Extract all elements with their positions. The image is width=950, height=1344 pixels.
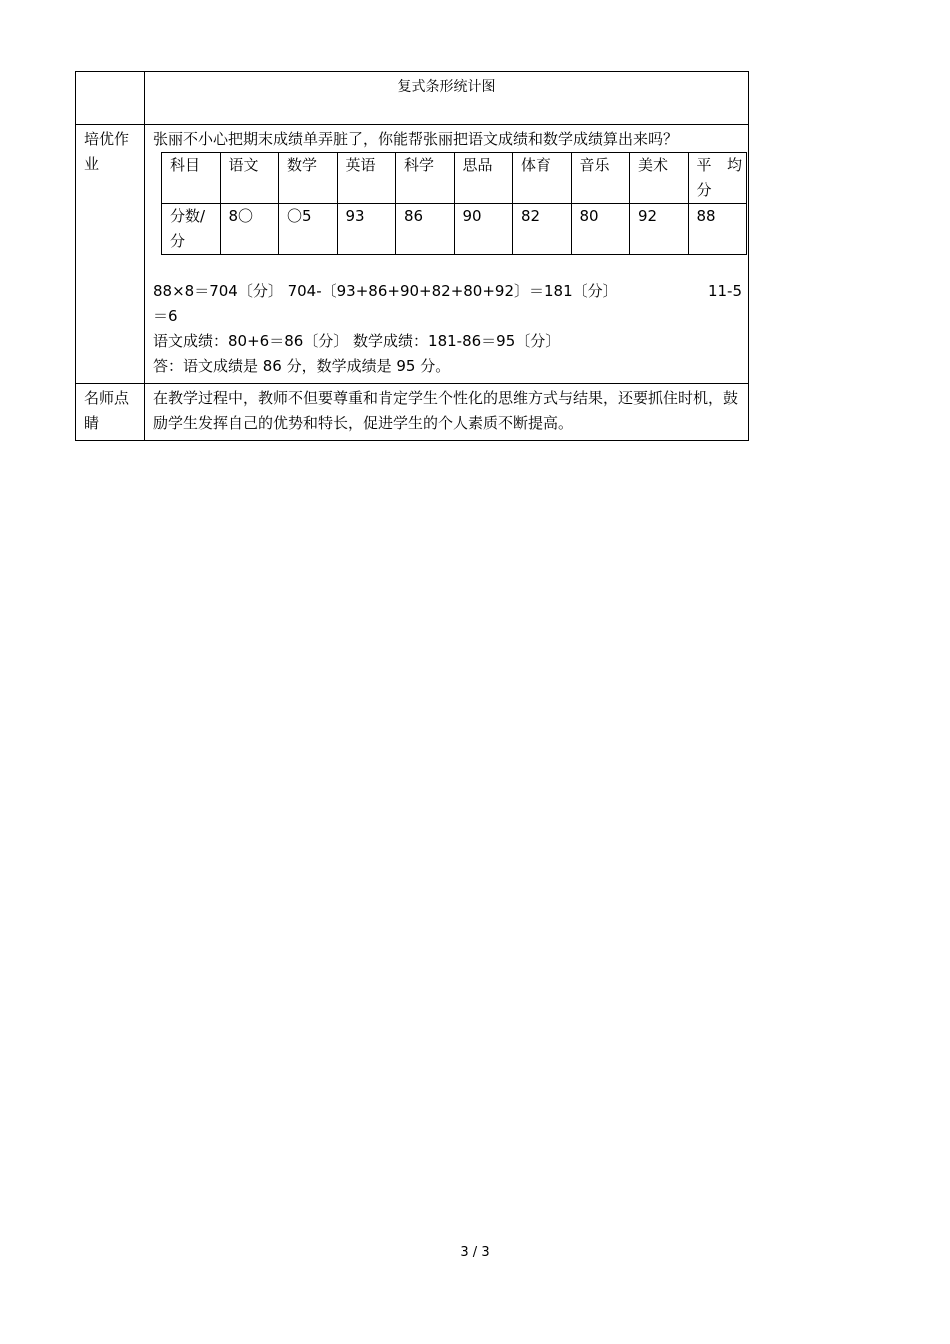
calc-line1	[153, 279, 742, 304]
tips-label-line2: 睛	[84, 414, 100, 432]
header-cell: 英语	[337, 153, 396, 204]
tips-text: 在教学过程中，教师不但要尊重和肯定学生个性化的思维方式与结果，还要抓住时机，鼓励学生发挥自己的优势和特长，促进学生的个人素质不断提高。	[153, 389, 739, 432]
header-average-line1	[697, 153, 743, 178]
score-cell: 82	[513, 204, 572, 255]
homework-row	[76, 125, 749, 384]
homework-label-line2: 业	[84, 155, 100, 173]
score-label-line1: 分数/	[170, 207, 206, 225]
calc-line1-wrap: ＝6	[153, 307, 178, 325]
homework-label	[76, 125, 145, 384]
score-cell: 〇5	[279, 204, 338, 255]
score-cell: 93	[337, 204, 396, 255]
page-number: 3 / 3	[460, 1245, 490, 1260]
score-cell: 88	[688, 204, 747, 255]
tips-row	[76, 384, 749, 441]
score-cell: 90	[454, 204, 513, 255]
header-cell: 科目	[162, 153, 221, 204]
score-cell: 86	[396, 204, 455, 255]
homework-content	[145, 125, 749, 384]
calc-line1-tail: 11-5	[707, 282, 742, 300]
score-label-cell	[162, 204, 221, 255]
header-average-line2: 分	[696, 181, 712, 199]
calc-line2: 语文成绩：80+6＝86〔分〕 数学成绩：181-86＝95〔分〕	[153, 332, 561, 350]
answer-line: 答：语文成绩是 86 分，数学成绩是 95 分。	[153, 357, 451, 375]
header-cell-average	[688, 153, 747, 204]
score-cell: 80	[571, 204, 630, 255]
score-table-score-row	[162, 204, 747, 255]
header-cell: 数学	[279, 153, 338, 204]
header-cell: 体育	[513, 153, 572, 204]
chart-title-cell	[145, 72, 749, 125]
title-row-label	[76, 72, 145, 125]
homework-label-line1: 培优作	[84, 130, 130, 148]
spacer	[153, 255, 742, 279]
score-cell: 8〇	[220, 204, 279, 255]
tips-content	[145, 384, 749, 441]
header-average-char1: 平	[696, 156, 712, 174]
score-table	[161, 152, 747, 255]
section-title: 复式条形统计图	[397, 79, 496, 95]
header-cell: 语文	[220, 153, 279, 204]
header-cell: 思品	[454, 153, 513, 204]
tips-label-line1: 名师点	[84, 389, 130, 407]
score-label-line2: 分	[170, 232, 186, 250]
score-table-header-row	[162, 153, 747, 204]
calc-line1-main: 88×8＝704〔分〕 704-〔93+86+90+82+80+92〕＝181〔分〕	[153, 282, 618, 300]
header-cell: 美术	[630, 153, 689, 204]
homework-question: 张丽不小心把期末成绩单弄脏了，你能帮张丽把语文成绩和数学成绩算出来吗？	[153, 130, 679, 148]
lesson-table	[75, 71, 749, 441]
tips-label	[76, 384, 145, 441]
title-row	[76, 72, 749, 125]
score-cell: 92	[630, 204, 689, 255]
header-cell: 音乐	[571, 153, 630, 204]
header-cell: 科学	[396, 153, 455, 204]
header-average-char2: 均	[726, 156, 742, 174]
